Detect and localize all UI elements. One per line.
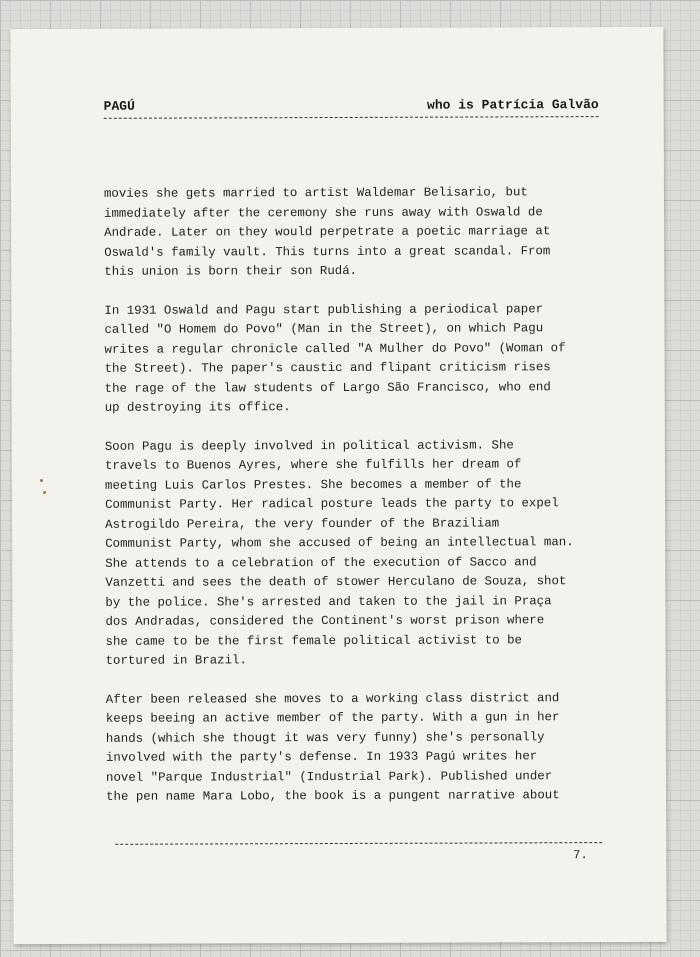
text-line: Vanzetti and sees the death of stower Herculano de Souza, shot xyxy=(105,574,567,590)
text-line: movies she gets married to artist Waldemar Belisario, but xyxy=(103,185,528,201)
text-line: the Street). The paper's caustic and flipant criticism rises xyxy=(104,360,551,376)
text-line: Communist Party, whom she accused of being an intellectual man. xyxy=(105,535,574,551)
body-paragraph xyxy=(104,183,614,282)
footer-divider xyxy=(115,842,602,845)
text-line: tortured in Brazil. xyxy=(105,653,247,668)
text-line: called "O Homem do Povo" (Man in the Street), on which Pagu xyxy=(104,321,544,337)
paper-speck xyxy=(43,491,46,494)
text-line: immediately after the ceremony she runs away with Oswald de xyxy=(104,204,543,221)
text-line: keeps beeing an active member of the party. With a gun in her xyxy=(105,710,560,726)
text-line: After been released she moves to a working class district and xyxy=(105,690,560,707)
text-line: involved with the party's defense. In 1933 Pagú writes her xyxy=(105,749,538,765)
paper-speck xyxy=(40,479,43,482)
text-line: writes a regular chronicle called "A Mulher do Povo" (Woman of xyxy=(104,340,566,357)
text-line: Oswald's family vault. This turns into a great scandal. From xyxy=(104,243,551,260)
text-line: hands (which she thougt it was very funny) she's personally xyxy=(105,729,545,746)
text-line: meeting Luis Carlos Prestes. She becomes a member of the xyxy=(104,476,522,493)
text-line: In 1931 Oswald and Pagu start publishing a periodical paper xyxy=(104,301,544,318)
text-line: travels to Buenos Ayres, where she fulfills her dream of xyxy=(104,457,522,473)
text-line: dos Andradas, considered the Continent's worst prison where xyxy=(105,613,545,629)
page-number: 7. xyxy=(573,848,588,863)
text-line: Communist Party. Her radical posture leads the party to expel xyxy=(105,496,559,512)
text-line: the pen name Mara Lobo, the book is a pungent narrative about xyxy=(106,788,560,804)
body-paragraph xyxy=(106,689,616,808)
text-line: this union is born their son Rudá. xyxy=(104,263,358,279)
text-line: the rage of the law students of Largo São Francisco, who end xyxy=(104,379,551,396)
header-title-left: PAGÚ xyxy=(103,98,135,114)
body-paragraph xyxy=(105,436,616,672)
document-page xyxy=(10,27,666,944)
body-text xyxy=(104,183,616,826)
text-line: Astrogildo Pereira, the very founder of the Braziliam xyxy=(105,515,500,532)
text-line: Soon Pagu is deeply involved in political activism. She xyxy=(104,437,514,454)
text-line: up destroying its office. xyxy=(104,400,291,415)
text-line: by the police. She's arrested and taken to the jail in Praça xyxy=(105,593,552,610)
text-line: novel "Parque Industrial" (Industrial Park). Published under xyxy=(105,768,553,785)
text-line: she came to be the first female political activist to be xyxy=(105,632,522,649)
text-line: She attends to a celebration of the execution of Sacco and xyxy=(105,554,537,571)
body-paragraph xyxy=(104,300,614,419)
text-line: Andrade. Later on they would perpetrate a poetic marriage at xyxy=(104,224,551,240)
header-title-right: who is Patrícia Galvão xyxy=(427,97,599,113)
